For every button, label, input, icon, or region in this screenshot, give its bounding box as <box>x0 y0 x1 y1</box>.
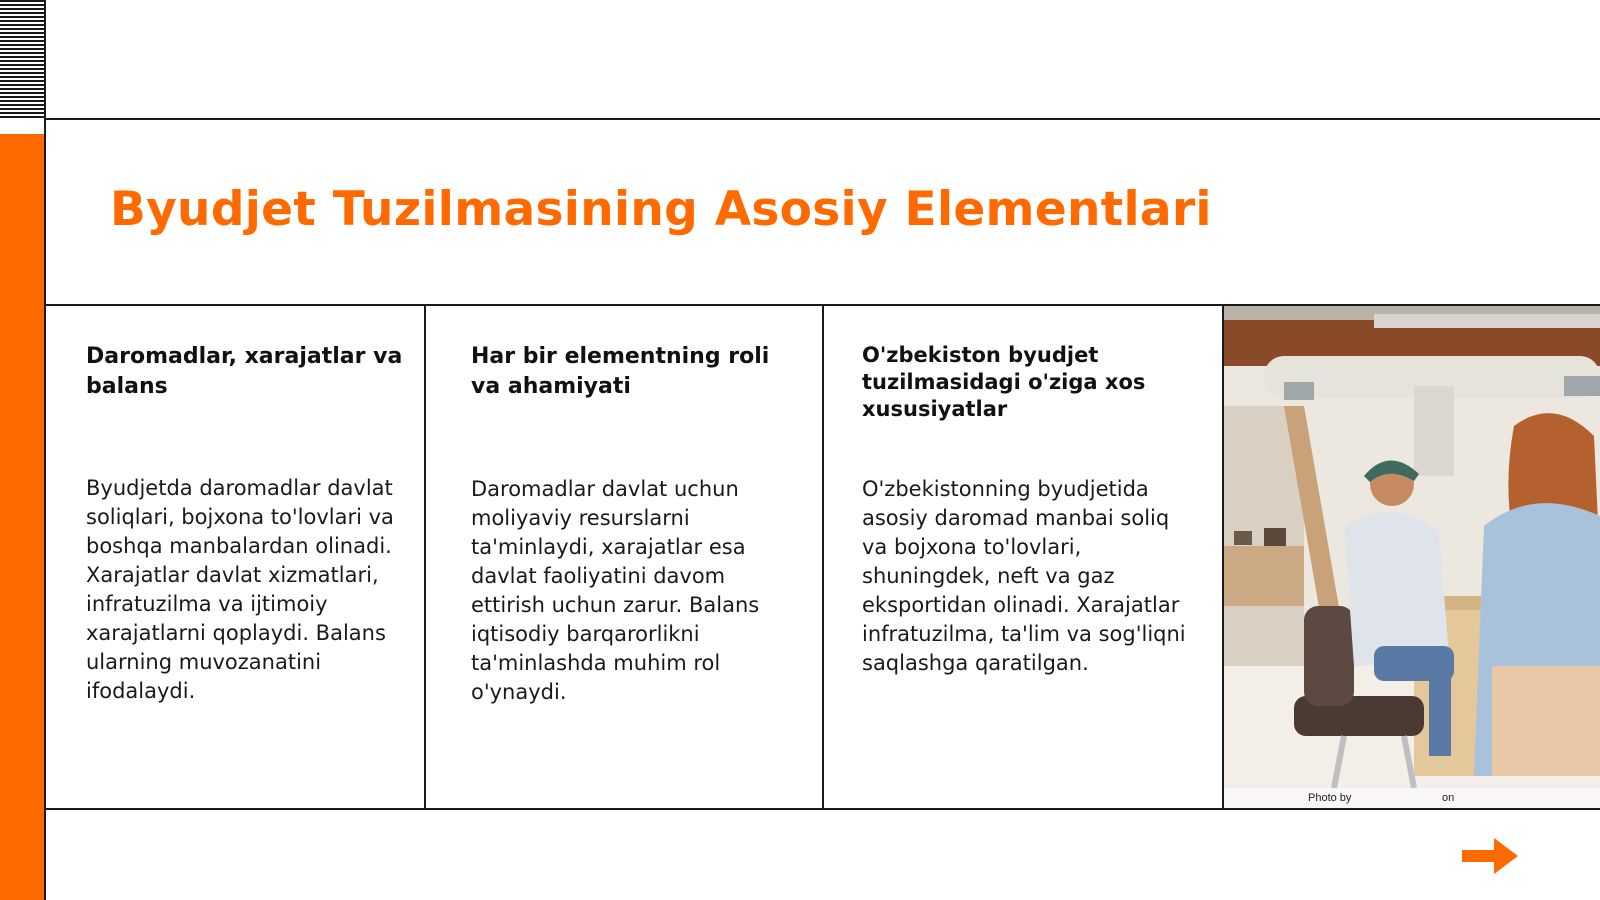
column-role-importance <box>426 306 824 808</box>
panel-bottom-divider <box>46 808 1600 810</box>
left-decor-bar <box>0 0 46 900</box>
photo-credit-on: on <box>1442 792 1455 804</box>
photo-credit <box>1224 788 1600 808</box>
column-body: Daromadlar davlat uchun moliyaviy resurslarni ta'minlaydi, xarajatlar esa davlat faoliyatini davom ettirish uchun zarur. Balans iqtisodiy barqarorlikni ta'minlashda muhim rol o'ynaydi. <box>471 477 760 704</box>
orange-accent-strip <box>0 134 44 900</box>
column-heading: O'zbekiston byudjet tuzilmasidagi o'ziga xos xususiyatlar <box>862 343 1146 421</box>
column-uzbekistan-features <box>824 306 1224 808</box>
column-body: O'zbekistonning byudjetida asosiy daromad manbai soliq va bojxona to'lovlari, shuningdek, neft va gaz eksportidan olinadi. Xarajatlar infratuzilma, ta'lim va sog'liqni saqlashga qaratilgan. <box>862 477 1186 675</box>
slide-title: Byudjet Tuzilmasining Asosiy Elementlari <box>110 182 1212 237</box>
column-body: Byudjetda daromadlar davlat soliqlari, bojxona to'lovlari va boshqa manbalardan olinadi. Xarajatlar davlat xizmatlari, infratuzilma va ijtimoiy xarajatlarni qoplaydi. Balans ularning muvozanatini ifodalaydi. <box>86 476 394 703</box>
office-scene-illustration <box>1224 306 1600 788</box>
office-photo <box>1224 306 1600 808</box>
top-divider <box>46 118 1600 120</box>
column-heading: Daromadlar, xarajatlar va balans <box>86 344 403 399</box>
barcode-decoration <box>0 0 44 118</box>
arrow-right-icon <box>1460 836 1520 876</box>
content-panels <box>46 306 1600 808</box>
photo-credit-prefix: Photo by <box>1308 792 1352 804</box>
column-heading: Har bir elementning roli va ahamiyati <box>471 344 770 399</box>
column-income-expense-balance <box>46 306 426 808</box>
next-slide-button[interactable] <box>1460 836 1520 876</box>
